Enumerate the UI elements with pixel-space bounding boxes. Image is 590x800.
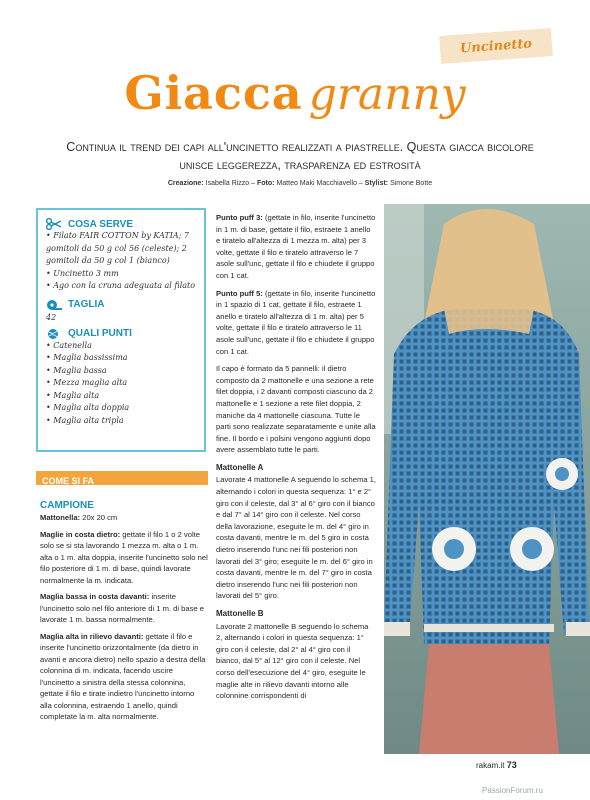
- model-photo: [384, 204, 590, 754]
- credits-line: Creazione: Isabella Rizzo – Foto: Matteo Maki Macchiavello – Stylist: Simone Botte: [167, 180, 433, 187]
- mattonelle-a-heading: Mattonelle A: [216, 462, 264, 472]
- jacket-illustration: [384, 204, 590, 754]
- paragraph: Maglia alta in rilievo davanti: gettate il filo e inserite l'uncinetto orizzontalmente (da dietro in avanti e ancora dietro) nello spazio a destra della colonnina di m. indicata, facendo uscire l'uncinetto a sinistra della stessa colonnina, gettate il filo e tirate indietro l'uncinetto intorno alla colonnina, estraendo 1 anello, quindi completate la m. alta normalmente.: [40, 631, 206, 721]
- list-item: • Maglia alta tripla: [46, 415, 124, 425]
- list-item: • Maglia bassa: [46, 365, 107, 375]
- cosa-serve-header: COSA SERVE: [46, 218, 196, 230]
- materials-box: [36, 208, 206, 452]
- watermark: PassionForum.ru: [482, 786, 543, 795]
- campione-heading: CAMPIONE: [40, 500, 94, 511]
- mattonella-size: Mattonella: 20x 20 cm: [40, 513, 118, 522]
- yarn-ball-icon: [46, 328, 62, 340]
- list-item: • Uncinetto 3 mm: [46, 268, 119, 278]
- tape-measure-icon: [46, 299, 62, 311]
- scissors-icon: [46, 218, 62, 230]
- intro-text: Continua il trend dei capi all'uncinetto realizzati a piastrelle. Questa giacca bicolore unisce leggerezza, trasparenza ed estrosità: [66, 140, 534, 172]
- page-title: [0, 66, 590, 120]
- paragraph: Punto puff 3: (gettate in filo, inserite l'uncinetto in 1 m. di base, gettate il filo, estraete 1 anello e tiratelo all'altezza di 1 mezza m. alta) per 3 volte, gettate il filo e tiratelo attraverso le 7 asole sull'unc, gettate il filo e chiudete il gruppo con 1 cat.: [216, 213, 376, 280]
- paragraph: Il capo è formato da 5 pannelli: il dietro composto da 2 mattonelle e una sezione a rete filet doppia, i 2 davanti composti ciascuno da 2 mattonelle e 1 sezione a rete filet doppia, 2 maniche da 4 mattonelle ciascuna. Tutte le parti sono realizzate separatamente e unite alla fine. Il bordo e i polsini vengono aggiunti dopo avere assemblato tutte le parti.: [216, 364, 376, 455]
- list-item: • Ago con la cruna adeguata al filato: [46, 281, 196, 290]
- list-item: • Maglia bassissima: [46, 353, 128, 362]
- list-item: • Maglia alta doppia: [46, 403, 130, 412]
- paragraph: Lavorate 2 mattonelle B seguendo lo schema 2, alternando i colori in questa sequenza: 1° giro con il celeste, dal 2° al 4° giro con il bianco, dal 5° al 12° giro con il celeste. Nel corso dell'esecuzione del 4° giro, eseguite le maglie alte in rilievo davanti intorno alle colonnine corrispondenti di: [216, 621, 369, 701]
- section-tag: Uncinetto: [439, 28, 553, 64]
- site-name: rakam.it: [476, 761, 505, 770]
- mattonelle-b-heading: Mattonelle B: [216, 609, 264, 618]
- text-column-1: [40, 512, 208, 728]
- come-si-fa-bar: COME SI FA: [36, 471, 208, 485]
- taglia-value: 42: [46, 312, 57, 322]
- paragraph: Lavorate 4 mattonelle A seguendo lo schema 1, alternando i colori in questa sequenza: 1° e 2° giro con il celeste, dal 3° al 6° giro con il bianco e dal 7° al 14° giro con il celeste. Nel corso della lavorazione, eseguite le m. del 4° giro in costa davanti, mentre le m. del 5 giro in costa dietro inserendo l'unc nei fili posteriori non lavorati del 3° giro; eseguite le m. del 6° giro in costa davanti, mentre le m. del 7° giro in costa dietro inserendo l'unc nei fili posteriori non lavorati del 5° giro.: [216, 475, 376, 601]
- page-number: 73: [506, 760, 517, 770]
- paragraph: Maglie in costa dietro: gettate il filo 1 o 2 volte solo se si sta lavorando 1 mezza m. alta o 1 m. alta o 1 m. alta doppia, inserite l'uncinetto solo nel filo posteriore di 1 m. di base, quindi lavorate normalmente la m. indicata.: [40, 529, 208, 585]
- list-item: • Filato FAIR COTTON by KATIA; 7 gomitoli da 50 g col 56 (celeste); 2 gomitoli da 50 g col 1 (bianco): [46, 231, 190, 265]
- paragraph: Maglia bassa in costa davanti: inserite l'uncinetto solo nel filo anteriore di 1 m. di base e lavorate 1 m. bassa normalmente.: [40, 592, 204, 624]
- title-word-1: Giacca: [124, 66, 303, 120]
- list-item: • Catenella: [46, 340, 92, 350]
- taglia-header: TAGLIA: [46, 299, 196, 311]
- title-word-2: granny: [308, 69, 466, 120]
- text-column-2: [216, 212, 376, 708]
- paragraph: Punto puff 5: (gettate in filo, inserite l'uncinetto in 1 spazio di 1 cat, gettate il filo, estraete 1 anello e tiratelo all'altezza di 1 m. alta) per 5 volte, gettate il filo e tiratelo attraverso le 11 asole sull'unc, gettate il filo e chiudete il gruppo con 1 cat.: [216, 288, 376, 356]
- list-item: • Maglia alta: [46, 390, 100, 400]
- cosa-serve-list: [46, 230, 196, 293]
- page-folio: [476, 760, 517, 770]
- punti-header: QUALI PUNTI: [46, 328, 196, 340]
- list-item: • Mezza maglia alta: [46, 378, 128, 387]
- punti-list: [46, 340, 196, 428]
